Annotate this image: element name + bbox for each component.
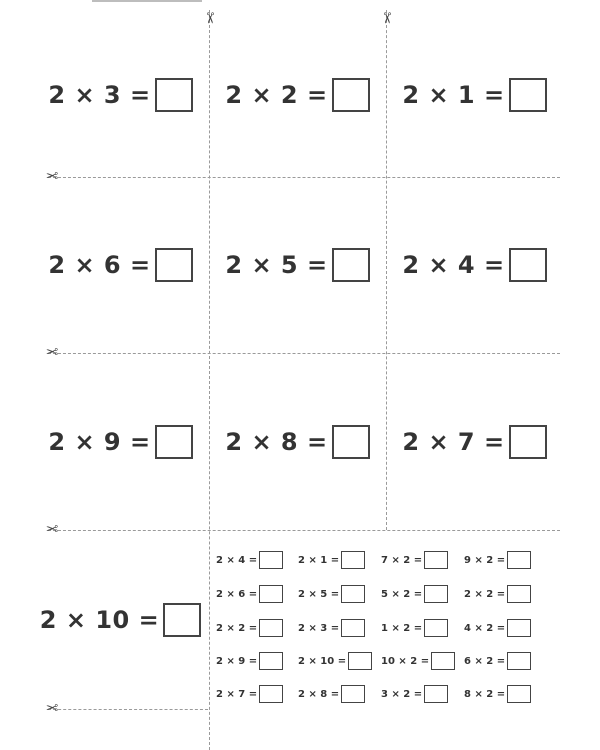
practice-item [381, 585, 448, 603]
practice-equation: 2 × 2 = [464, 588, 506, 600]
practice-answer-box[interactable] [424, 585, 448, 603]
card-equation: 2 × 4 = [402, 251, 505, 279]
flash-card [209, 12, 386, 177]
card-equation: 2 × 7 = [402, 427, 505, 456]
practice-equation: 1 × 2 = [381, 622, 423, 634]
practice-item [381, 551, 448, 569]
flash-card [386, 12, 563, 177]
scissors-icon: ✂ [45, 699, 59, 717]
top-edge-mark [92, 0, 202, 2]
practice-answer-box[interactable] [259, 685, 283, 703]
practice-answer-box[interactable] [424, 551, 448, 569]
practice-equation: 2 × 4 = [216, 554, 258, 566]
card-equation: 2 × 8 = [225, 427, 328, 456]
practice-equation: 2 × 8 = [298, 688, 340, 700]
practice-equation: 4 × 2 = [464, 622, 506, 634]
flash-card [386, 353, 563, 530]
practice-item [298, 685, 365, 703]
card-equation: 2 × 5 = [225, 251, 328, 279]
practice-answer-box[interactable] [341, 619, 365, 637]
practice-equation: 10 × 2 = [381, 655, 430, 667]
practice-item [298, 652, 372, 670]
practice-item [298, 551, 365, 569]
flash-card [32, 12, 209, 177]
practice-grid [216, 551, 556, 711]
practice-answer-box[interactable] [341, 551, 365, 569]
practice-answer-box[interactable] [424, 685, 448, 703]
card-equation: 2 × 6 = [48, 251, 151, 279]
flash-card [32, 353, 209, 530]
practice-item [464, 619, 531, 637]
practice-answer-box[interactable] [507, 685, 531, 703]
practice-equation: 2 × 2 = [216, 622, 258, 634]
practice-equation: 2 × 1 = [298, 554, 340, 566]
practice-item [216, 652, 283, 670]
flash-card [386, 177, 563, 353]
practice-equation: 6 × 2 = [464, 655, 506, 667]
flash-card [209, 177, 386, 353]
practice-item [216, 551, 283, 569]
practice-equation: 2 × 9 = [216, 655, 258, 667]
flash-card [32, 530, 209, 709]
practice-equation: 2 × 3 = [298, 622, 340, 634]
card-equation: 2 × 9 = [48, 427, 151, 456]
scissors-icon: ✂ [45, 167, 59, 185]
practice-item [298, 619, 365, 637]
scissors-icon: ✂ [378, 11, 396, 25]
practice-answer-box[interactable] [507, 652, 531, 670]
practice-equation: 8 × 2 = [464, 688, 506, 700]
practice-answer-box[interactable] [341, 685, 365, 703]
practice-equation: 2 × 6 = [216, 588, 258, 600]
flash-card [209, 353, 386, 530]
practice-item [216, 585, 283, 603]
practice-item [464, 685, 531, 703]
cut-line-horizontal-4 [48, 709, 208, 710]
practice-answer-box[interactable] [259, 551, 283, 569]
practice-item [381, 652, 455, 670]
card-equation: 2 × 10 = [39, 605, 160, 634]
practice-item [381, 619, 448, 637]
practice-answer-box[interactable] [259, 585, 283, 603]
answer-box[interactable] [155, 425, 193, 459]
practice-answer-box[interactable] [259, 619, 283, 637]
practice-item [216, 619, 283, 637]
answer-box[interactable] [332, 248, 370, 282]
practice-answer-box[interactable] [431, 652, 455, 670]
scissors-icon: ✂ [201, 11, 219, 25]
answer-box[interactable] [155, 78, 193, 112]
practice-item [216, 685, 283, 703]
practice-item [464, 585, 531, 603]
practice-equation: 3 × 2 = [381, 688, 423, 700]
card-equation: 2 × 3 = [48, 80, 151, 109]
answer-box[interactable] [332, 78, 370, 112]
practice-item [381, 685, 448, 703]
scissors-icon: ✂ [45, 343, 59, 361]
practice-answer-box[interactable] [507, 585, 531, 603]
practice-answer-box[interactable] [507, 551, 531, 569]
answer-box[interactable] [509, 425, 547, 459]
answer-box[interactable] [155, 248, 193, 282]
practice-answer-box[interactable] [259, 652, 283, 670]
practice-answer-box[interactable] [507, 619, 531, 637]
practice-answer-box[interactable] [424, 619, 448, 637]
flash-card [32, 177, 209, 353]
answer-box[interactable] [163, 603, 201, 637]
practice-equation: 5 × 2 = [381, 588, 423, 600]
practice-equation: 7 × 2 = [381, 554, 423, 566]
practice-item [298, 585, 365, 603]
practice-item [464, 652, 531, 670]
practice-equation: 2 × 7 = [216, 688, 258, 700]
answer-box[interactable] [509, 78, 547, 112]
card-equation: 2 × 1 = [402, 80, 505, 109]
answer-box[interactable] [509, 248, 547, 282]
practice-answer-box[interactable] [348, 652, 372, 670]
scissors-icon: ✂ [45, 520, 59, 538]
card-equation: 2 × 2 = [225, 80, 328, 109]
practice-item [464, 551, 531, 569]
answer-box[interactable] [332, 425, 370, 459]
practice-equation: 2 × 5 = [298, 588, 340, 600]
practice-equation: 2 × 10 = [298, 655, 347, 667]
practice-equation: 9 × 2 = [464, 554, 506, 566]
practice-answer-box[interactable] [341, 585, 365, 603]
